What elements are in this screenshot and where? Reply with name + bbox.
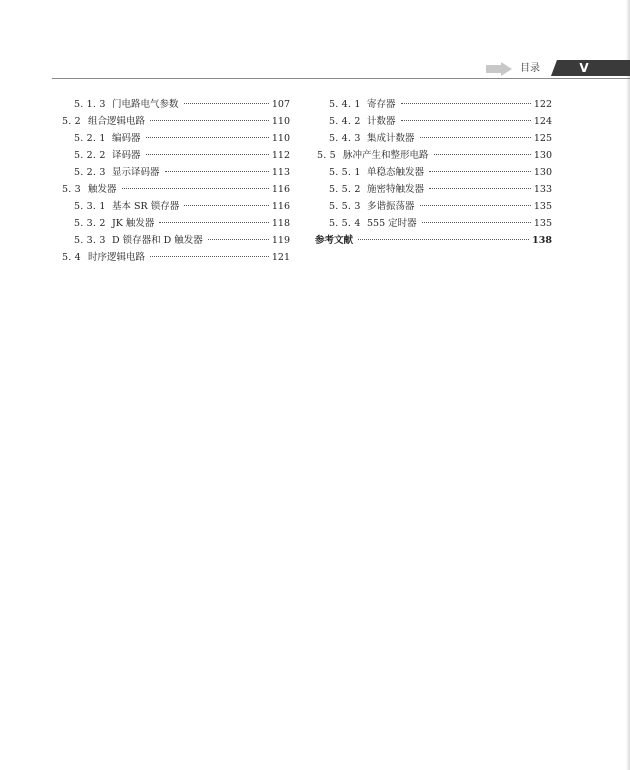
toc-leader-dots (420, 137, 531, 138)
toc-entry-page: 133 (533, 184, 552, 195)
toc-entry-page: 110 (271, 116, 290, 127)
toc-entry-page: 138 (532, 235, 552, 246)
toc-entry-title: 编码器 (112, 133, 141, 144)
toc-entry-number: 5. 4. 2 (329, 116, 361, 127)
toc-entry-title: 集成计数器 (367, 133, 415, 144)
toc-entry-number: 5. 5. 1 (329, 167, 361, 178)
toc-entry (60, 198, 290, 215)
toc-entry-title: 显示译码器 (112, 167, 160, 178)
toc-leader-dots (184, 205, 269, 206)
toc-leader-dots (165, 171, 269, 172)
toc-entry-number: 5. 3. 2 (74, 218, 106, 229)
toc-entry (315, 232, 552, 249)
page-number-tab (551, 60, 630, 76)
toc-entry-title: 基本 SR 锁存器 (112, 201, 180, 212)
toc-entry-page: 119 (271, 235, 290, 246)
toc-entry (315, 96, 552, 113)
toc-entry-page: 130 (533, 167, 552, 178)
arrow-right-icon (486, 61, 512, 75)
toc-column-right (315, 96, 552, 249)
toc-entry-title: 寄存器 (367, 99, 396, 110)
toc-entry (60, 164, 290, 181)
toc-entry (60, 249, 290, 266)
toc-entry (315, 198, 552, 215)
toc-entry-page: 135 (533, 218, 552, 229)
toc-entry-number: 5. 2. 2 (74, 150, 106, 161)
toc-leader-dots (208, 239, 269, 240)
toc-entry-page: 113 (271, 167, 290, 178)
toc-entry-page: 107 (271, 99, 290, 110)
toc-entry-number: 5. 2. 1 (74, 133, 106, 144)
toc-entry (315, 130, 552, 147)
toc-entry-number: 5. 2. 3 (74, 167, 106, 178)
toc-leader-dots (122, 188, 269, 189)
toc-entry-title: 时序逻辑电路 (88, 252, 146, 263)
toc-entry (60, 130, 290, 147)
toc-entry-title: 多谐振荡器 (367, 201, 415, 212)
toc-leader-dots (150, 256, 269, 257)
toc-entry-page: 130 (533, 150, 552, 161)
toc-entry-number: 5. 3. 1 (74, 201, 106, 212)
toc-column-left (60, 96, 290, 266)
toc-entry-page: 110 (271, 133, 290, 144)
toc-entry-number: 5. 3 (62, 184, 81, 195)
page-edge-shadow (626, 0, 630, 770)
toc-leader-dots (146, 137, 269, 138)
toc-entry-page: 116 (271, 184, 290, 195)
toc-entry-number: 5. 4. 3 (329, 133, 361, 144)
toc-entry-page: 112 (271, 150, 290, 161)
toc-leader-dots (434, 154, 531, 155)
toc-leader-dots (401, 103, 531, 104)
toc-entry (60, 232, 290, 249)
toc-entry-page: 121 (271, 252, 290, 263)
toc-leader-dots (422, 222, 531, 223)
toc-entry-title: 触发器 (88, 184, 117, 195)
toc-entry (60, 96, 290, 113)
toc-leader-dots (358, 239, 529, 240)
toc-entry-page: 116 (271, 201, 290, 212)
toc-leader-dots (429, 188, 531, 189)
header-rule (52, 78, 630, 79)
toc-entry-title: 门电路电气参数 (112, 99, 179, 110)
toc-entry-number: 5. 5 (317, 150, 336, 161)
toc-entry (315, 147, 552, 164)
toc-entry-page: 124 (533, 116, 552, 127)
toc-entry-title: 脉冲产生和整形电路 (343, 150, 429, 161)
toc-leader-dots (420, 205, 531, 206)
toc-entry-number: 5. 1. 3 (74, 99, 106, 110)
page-numeral: V (579, 61, 589, 75)
toc-entry (60, 215, 290, 232)
toc-entry-number: 5. 5. 4 (329, 218, 361, 229)
toc-entry-number: 5. 4. 1 (329, 99, 361, 110)
toc-leader-dots (184, 103, 269, 104)
toc-entry-title: 单稳态触发器 (367, 167, 425, 178)
toc-entry-title: 计数器 (367, 116, 396, 127)
toc-entry (60, 113, 290, 130)
toc-entry-title: 参考文献 (315, 235, 354, 246)
toc-entry-title: D 锁存器和 D 触发器 (112, 235, 203, 246)
toc-leader-dots (159, 222, 268, 223)
toc-entry (315, 113, 552, 130)
toc-leader-dots (429, 171, 531, 172)
toc-entry-page: 122 (533, 99, 552, 110)
toc-entry-number: 5. 5. 3 (329, 201, 361, 212)
toc-entry (60, 181, 290, 198)
toc-entry-number: 5. 5. 2 (329, 184, 361, 195)
section-label: 目录 (520, 63, 540, 74)
toc-entry (60, 147, 290, 164)
toc-entry-page: 125 (533, 133, 552, 144)
toc-leader-dots (150, 120, 269, 121)
toc-entry (315, 164, 552, 181)
toc-entry-number: 5. 2 (62, 116, 81, 127)
toc-entry-title: JK 触发器 (112, 218, 155, 229)
toc-entry-title: 译码器 (112, 150, 141, 161)
toc-entry-page: 118 (271, 218, 290, 229)
toc-leader-dots (146, 154, 269, 155)
toc-entry-title: 组合逻辑电路 (88, 116, 146, 127)
toc-leader-dots (401, 120, 531, 121)
toc-entry (315, 181, 552, 198)
toc-entry-number: 5. 4 (62, 252, 81, 263)
toc-entry-page: 135 (533, 201, 552, 212)
toc-entry-number: 5. 3. 3 (74, 235, 106, 246)
toc-entry-title: 555 定时器 (367, 218, 417, 229)
toc-entry (315, 215, 552, 232)
toc-entry-title: 施密特触发器 (367, 184, 425, 195)
